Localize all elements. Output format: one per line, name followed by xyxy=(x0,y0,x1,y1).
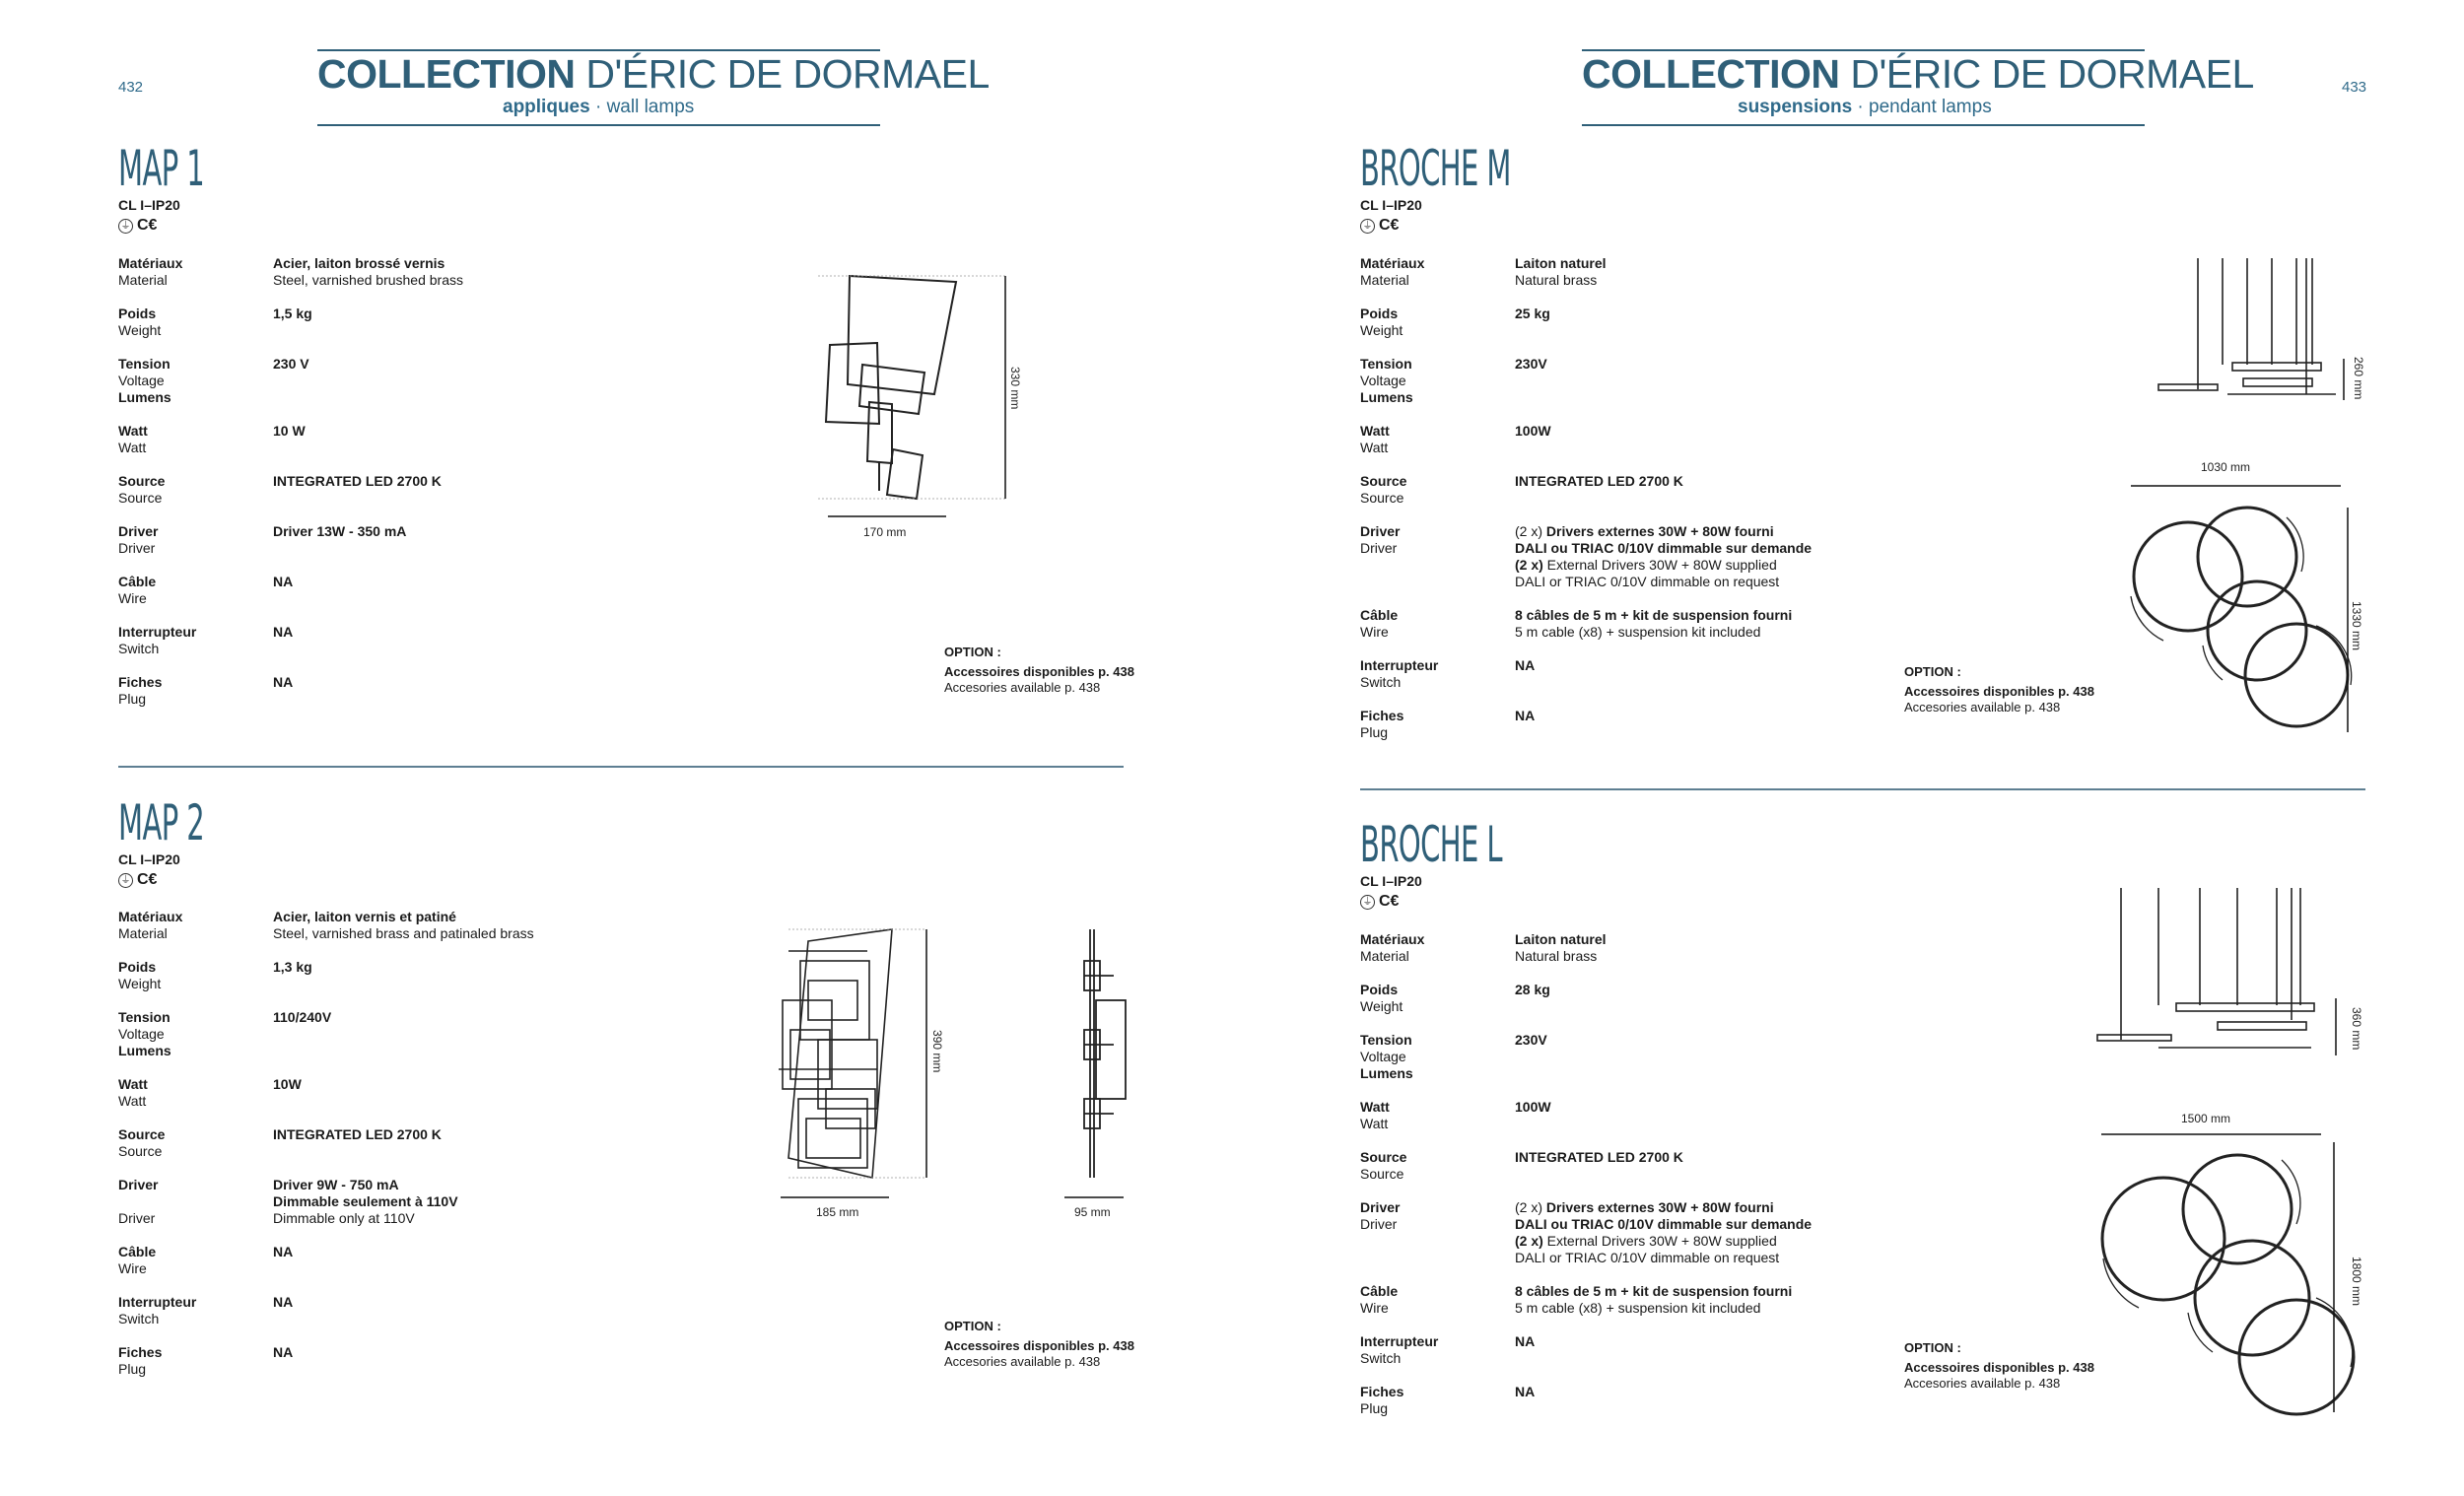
map2-depth-dimension: 95 mm xyxy=(1074,1205,1111,1219)
map2-width-dimension: 185 mm xyxy=(816,1205,859,1219)
category-subtitle-right: suspensions · pendant lamps xyxy=(1738,97,1992,117)
map2-height-dimension: 390 mm xyxy=(930,1030,944,1073)
product-class-map1: CL I–IP20 xyxy=(118,197,180,213)
product-title-map2: MAP 2 xyxy=(118,794,205,851)
page-number-right: 433 xyxy=(2342,79,2367,96)
broche-l-top-drawing xyxy=(2089,1130,2375,1426)
product-class-broche-l: CL I–IP20 xyxy=(1360,873,1422,889)
ground-icon: ⏚ xyxy=(1360,895,1375,910)
map2-side-drawing xyxy=(1055,921,1153,1217)
broche-m-side-drawing xyxy=(2149,256,2365,404)
map2-front-drawing xyxy=(769,921,946,1217)
broche-m-depth-dimension: 1330 mm xyxy=(2350,601,2363,651)
option-broche-m: OPTION : Accessoires disponibles p. 438 Accesories available p. 438 xyxy=(1904,664,2094,714)
certifications-broche-l xyxy=(1360,893,1399,911)
section-divider-right xyxy=(1360,788,2365,790)
page-number-left: 432 xyxy=(118,79,144,96)
map1-height-dimension: 330 mm xyxy=(1008,367,1022,410)
product-title-broche-m: BROCHE M xyxy=(1360,140,1511,197)
broche-m-top-drawing xyxy=(2119,478,2375,744)
ce-mark-icon: C€ xyxy=(137,217,158,235)
ce-mark-icon: C€ xyxy=(137,871,158,889)
certifications-broche-m xyxy=(1360,217,1399,235)
product-title-broche-l: BROCHE L xyxy=(1360,816,1502,873)
map1-width-dimension: 170 mm xyxy=(863,525,907,539)
ce-mark-icon: C€ xyxy=(1379,217,1400,235)
ground-icon: ⏚ xyxy=(1360,219,1375,234)
section-divider-left xyxy=(118,766,1124,768)
map1-drawing xyxy=(808,266,1025,542)
header-rule-bottom-right xyxy=(1582,124,2145,126)
certifications-map2 xyxy=(118,871,157,889)
product-title-map1: MAP 1 xyxy=(118,140,205,197)
broche-m-side-dimension: 260 mm xyxy=(2352,357,2365,400)
product-class-map2: CL I–IP20 xyxy=(118,851,180,867)
collection-title-left: COLLECTION D'ÉRIC DE DORMAEL xyxy=(317,51,990,97)
option-map2: OPTION : Accessoires disponibles p. 438 Accesories available p. 438 xyxy=(944,1319,1134,1369)
ce-mark-icon: C€ xyxy=(1379,893,1400,911)
broche-m-width-dimension: 1030 mm xyxy=(2201,460,2251,474)
option-broche-l: OPTION : Accessoires disponibles p. 438 Accesories available p. 438 xyxy=(1904,1340,2094,1391)
header-rule-bottom-left xyxy=(317,124,880,126)
collection-title-right: COLLECTION D'ÉRIC DE DORMAEL xyxy=(1582,51,2254,97)
certifications-map1 xyxy=(118,217,157,235)
broche-l-width-dimension: 1500 mm xyxy=(2181,1112,2231,1125)
category-subtitle-left: appliques · wall lamps xyxy=(503,97,695,117)
broche-l-side-drawing xyxy=(2089,882,2356,1059)
broche-l-depth-dimension: 1800 mm xyxy=(2350,1257,2363,1307)
option-map1: OPTION : Accessoires disponibles p. 438 Accesories available p. 438 xyxy=(944,645,1134,695)
ground-icon: ⏚ xyxy=(118,873,133,888)
broche-l-side-dimension: 360 mm xyxy=(2350,1007,2363,1051)
product-class-broche-m: CL I–IP20 xyxy=(1360,197,1422,213)
ground-icon: ⏚ xyxy=(118,219,133,234)
